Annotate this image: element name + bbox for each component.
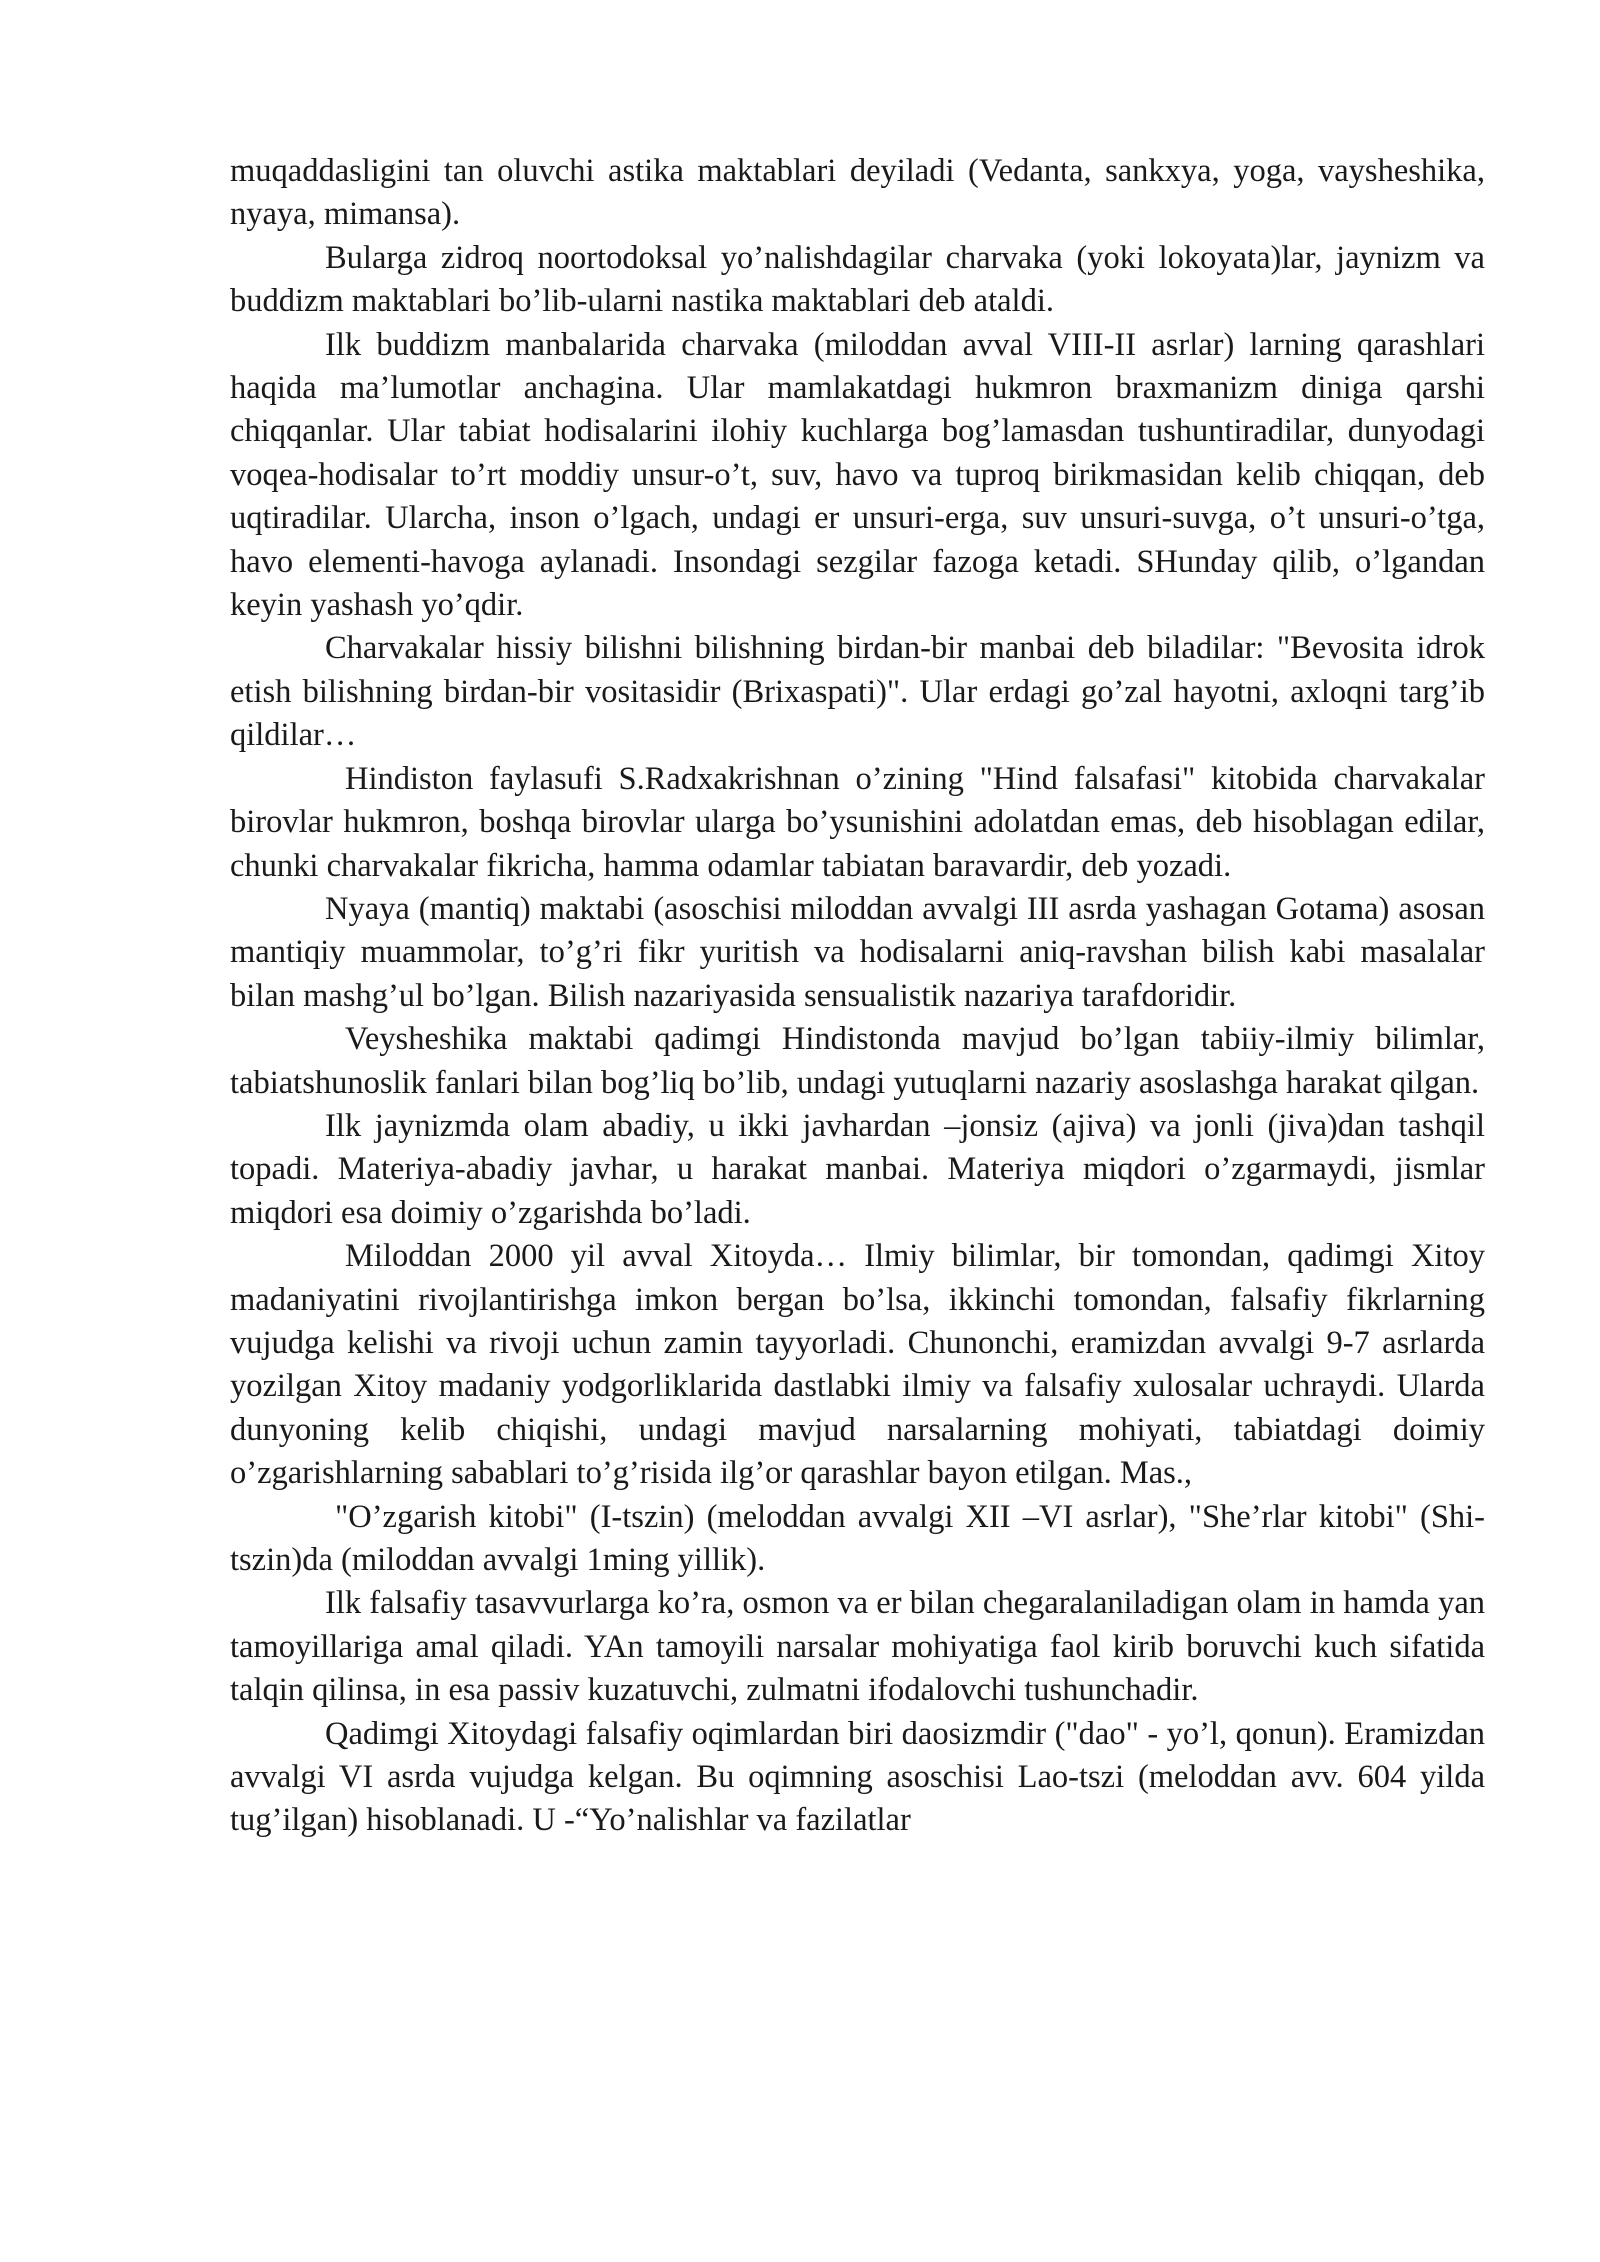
paragraph-vaisheshika: Veysheshika maktabi qadimgi Hindistonda mavjud bo’lgan tabiiy-ilmiy bilimlar, tabiatshunoslik fanlari bilan bog’liq bo’lib, undagi yutuqlarni nazariy asoslashga harakat qilgan.	[230, 1021, 1485, 1101]
paragraph-yin-yang: Ilk falsafiy tasavvurlarga ko’ra, osmon va er bilan chegaralaniladigan olam in hamda yan tamoyillariga amal qiladi. YAn tamoyili narsalar mohiyatiga faol kirib boruvchi kuch sifatida talqin qilinsa, in esa passiv kuzatuvchi, zulmatni ifodalovchi tushunchadir.	[230, 1585, 1485, 1709]
paragraph-jainism: Ilk jaynizmda olam abadiy, u ikki javhardan –jonsiz (ajiva) va jonli (jiva)dan tashqil topadi. Materiya-abadiy javhar, u harakat manbai. Materiya miqdori o’zgarmaydi, jismlar miqdori esa doimiy o’zgarishda bo’ladi.	[230, 1107, 1485, 1231]
body-text	[230, 150, 1485, 1843]
paragraph-book-of-changes: "O’zgarish kitobi" (I-tszin) (meloddan avvalgi XII –VI asrlar), "She’rlar kitobi" (Shi-tszin)da (miloddan avvalgi 1ming yillik).	[230, 1498, 1485, 1578]
paragraph-ancient-china: Miloddan 2000 yil avval Xitoyda… Ilmiy bilimlar, bir tomondan, qadimgi Xitoy madaniyatini rivojlantirishga imkon bergan bo’lsa, ikkinchi tomondan, falsafiy fikrlarning vujudga kelishi va rivoji uchun zamin tayyorladi. Chunonchi, eramizdan avvalgi 9-7 asrlarda yozilgan Xitoy madaniy yodgorliklarida dastlabki ilmiy va falsafiy xulosalar uchraydi. Ularda dunyoning kelib chiqishi, undagi mavjud narsalarning mohiyati, tabiatdagi doimiy o’zgarishlarning sabablari to’g’risida ilg’or qarashlar bayon etilgan. Mas.,	[230, 1238, 1485, 1492]
paragraph-nyaya: Nyaya (mantiq) maktabi (asoschisi miloddan avvalgi III asrda yashagan Gotama) asosan mantiqiy muammolar, to’g’ri fikr yuritish va hodisalarni aniq-ravshan bilish kabi masalalar bilan mashg’ul bo’lgan. Bilish nazariyasida sensualistik nazariya tarafdoridir.	[230, 890, 1485, 1014]
paragraph-daoism: Qadimgi Xitoydagi falsafiy oqimlardan biri daosizmdir ("dao" - yo’l, qonun). Eramizdan avvalgi VI asrda vujudga kelgan. Bu oqimning asoschisi Lao-tszi (meloddan avv. 604 yilda tug’ilgan) hisoblanadi. U -“Yo’nalishlar va fazilatlar	[230, 1715, 1485, 1839]
paragraph-radhakrishnan: Hindiston faylasufi S.Radxakrishnan o’zining "Hind falsafasi" kitobida charvakalar birovlar hukmron, boshqa birovlar ularga bo’ysunishini adolatdan emas, deb hisoblagan edilar, chunki charvakalar fikricha, hamma odamlar tabiatan baravardir, deb yozadi.	[230, 760, 1485, 884]
paragraph-charvaka-knowledge: Charvakalar hissiy bilishni bilishning birdan-bir manbai deb biladilar: "Bevosita idrok etish bilishning birdan-bir vositasidir (Brixaspati)". Ular erdagi go’zal hayotni, axloqni targ’ib qildilar…	[230, 630, 1485, 754]
paragraph-charvaka-views: Ilk buddizm manbalarida charvaka (miloddan avval VIII-II asrlar) larning qarashlari haqida ma’lumotlar anchagina. Ular mamlakatdagi hukmron braxmanizm diniga qarshi chiqqanlar. Ular tabiat hodisalarini ilohiy kuchlarga bog’lamasdan tushuntiradilar, dunyodagi voqea-hodisalar to’rt moddiy unsur-o’t, suv, havo va tuproq birikmasidan kelib chiqqan, deb uqtiradilar. Ularcha, inson o’lgach, undagi er unsuri-erga, suv unsuri-suvga, o’t unsuri-o’tga, havo elementi-havoga aylanadi. Insondagi sezgilar fazoga ketadi. SHunday qilib, o’lgandan keyin yashash yo’qdir.	[230, 326, 1485, 624]
paragraph-astika-schools: muqaddasligini tan oluvchi astika maktablari deyiladi (Vedanta, sankxya, yoga, vaysheshika, nyaya, mimansa).	[230, 153, 1485, 233]
paragraph-nastika-schools: Bularga zidroq noortodoksal yo’nalishdagilar charvaka (yoki lokoyata)lar, jaynizm va buddizm maktablari bo’lib-ularni nastika maktablari deb ataldi.	[230, 239, 1485, 320]
